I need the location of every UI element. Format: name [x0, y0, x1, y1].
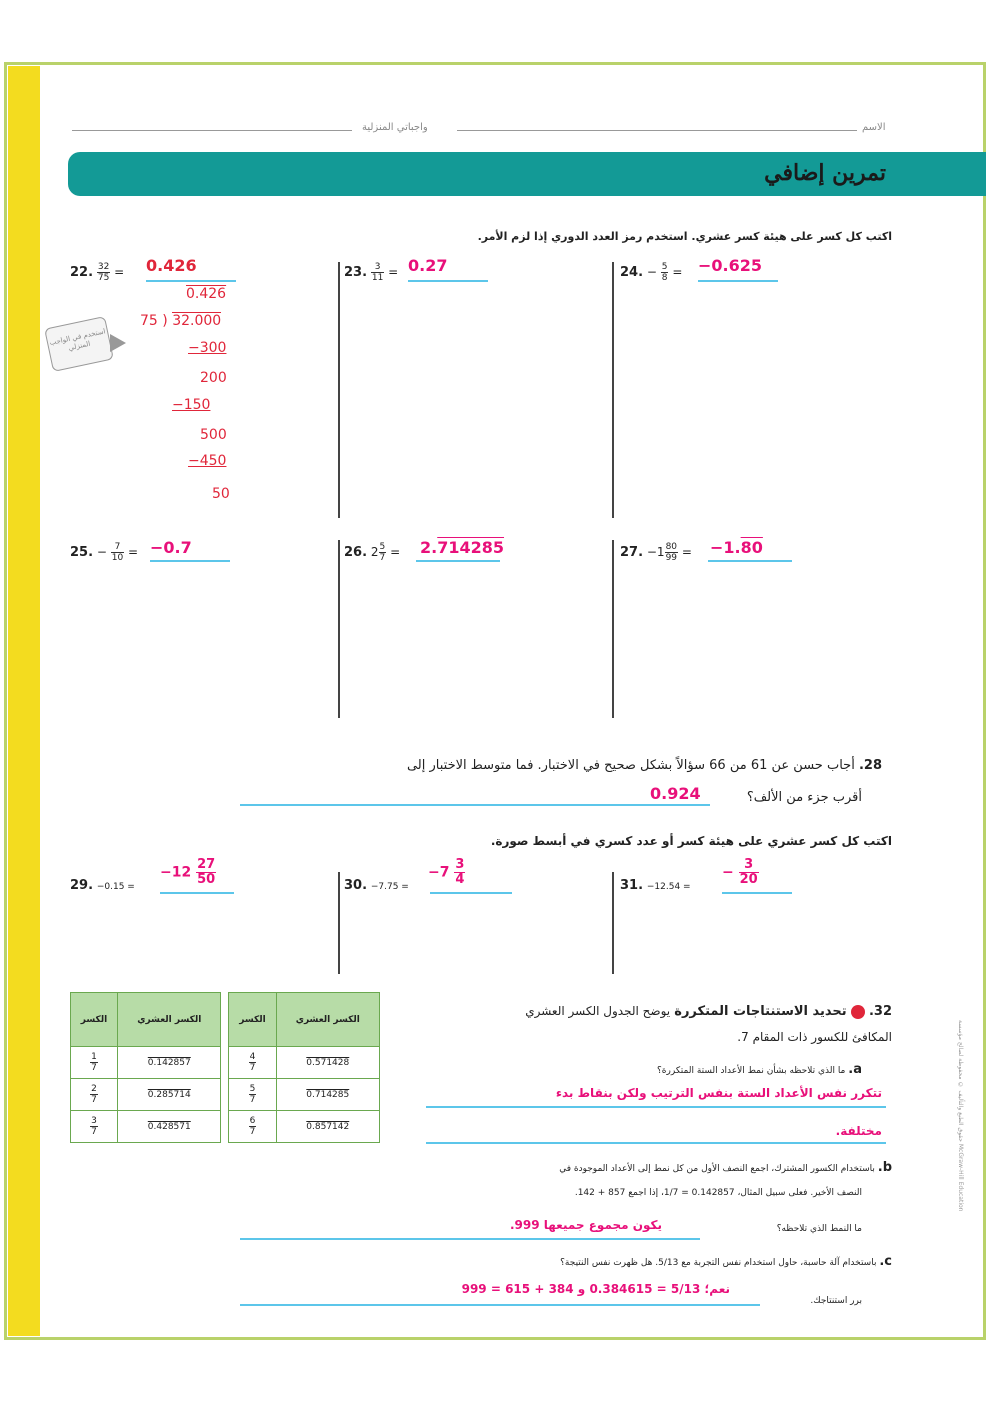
work-line-5: −450	[188, 453, 227, 469]
answer-underline	[722, 892, 792, 894]
page-frame	[4, 62, 986, 1340]
answer-24	[698, 256, 762, 275]
answer-numerator: 3	[739, 858, 759, 873]
equals-sign: =	[388, 265, 399, 279]
answer-value: 0.27	[408, 256, 448, 275]
numerator: 5	[661, 262, 668, 272]
fraction	[249, 1052, 257, 1073]
note-arrow-icon	[110, 334, 126, 352]
equals-sign: =	[114, 265, 125, 279]
part-label: c.	[879, 1254, 892, 1269]
table-cell	[229, 1047, 276, 1079]
fraction	[249, 1116, 257, 1137]
answer-underline	[240, 1238, 700, 1240]
fraction	[90, 1084, 98, 1105]
table-cell	[71, 1047, 118, 1079]
problem-22	[70, 262, 124, 283]
divider	[338, 540, 340, 718]
denominator: 7	[91, 1095, 97, 1105]
problem-32-desc2: المكافئ للكسور ذات المقام 7.	[737, 1030, 892, 1044]
table-cell: 0.285714	[118, 1079, 221, 1111]
table-separator	[221, 1047, 229, 1079]
problem-26	[344, 542, 400, 563]
part-b-question-2: النصف الأخير. فعلى سبيل المثال، 0.142857 = 1/7، إذا اجمع 857 + 142.	[574, 1188, 862, 1198]
table-row	[71, 1047, 380, 1079]
table-header: الكسر	[229, 993, 276, 1047]
numerator: 7	[111, 542, 124, 553]
table-separator	[221, 1079, 229, 1111]
denominator: 7	[249, 1095, 256, 1105]
problem-23	[344, 262, 398, 283]
part-b-question-1	[332, 1160, 892, 1175]
table-cell: 0.571428	[276, 1047, 379, 1079]
part-a-answer-2: مختلفة.	[835, 1124, 882, 1138]
answer-fraction	[739, 858, 759, 887]
denominator: 75	[97, 273, 110, 283]
problem-number: 22.	[70, 265, 94, 280]
equals-sign: =	[672, 265, 683, 279]
denominator: 7	[249, 1063, 256, 1073]
problem-number: 25.	[70, 545, 94, 560]
problem-30	[344, 878, 409, 893]
table-separator	[221, 993, 229, 1047]
numerator: 3	[91, 1116, 97, 1126]
part-c-question-1	[332, 1254, 892, 1269]
answer-repeat: 80	[740, 538, 763, 557]
table-cell	[229, 1079, 276, 1111]
fraction	[90, 1116, 98, 1137]
denominator: 7	[379, 553, 386, 563]
numerator: 2	[91, 1084, 97, 1094]
table-separator	[221, 1111, 229, 1143]
problem-question: −7.75 =	[370, 882, 409, 892]
table-header: الكسر	[71, 993, 118, 1047]
whole-part: −1	[646, 545, 665, 559]
divider	[338, 262, 340, 518]
answer-underline	[240, 804, 710, 806]
divider	[338, 872, 340, 974]
fraction	[111, 542, 124, 563]
numerator: 80	[665, 542, 678, 552]
fraction-decimal-table	[70, 992, 380, 1143]
problem-number: 31.	[620, 878, 644, 893]
title-banner	[68, 152, 986, 196]
problem-29	[70, 878, 135, 893]
answer-22	[146, 256, 197, 275]
part-label: b.	[877, 1160, 892, 1175]
part-question: باستخدام الكسور المشترك، اجمع النصف الأول من كل نمط إلى الأعداد الموجودة في	[559, 1164, 875, 1174]
answer-30	[428, 858, 465, 887]
answer-underline	[416, 560, 500, 562]
problem-number: 27.	[620, 545, 644, 560]
problem-25	[70, 542, 138, 563]
problem-24	[620, 262, 682, 283]
numerator: 4	[249, 1052, 256, 1062]
part-question: باستخدام آلة حاسبة، حاول استخدام نفس التجربة مع 5/13. هل ظهرت نفس النتيجة؟	[560, 1258, 877, 1268]
fraction	[90, 1052, 98, 1073]
answer-value: 0.426	[146, 256, 197, 275]
divider	[612, 872, 614, 974]
work-line-4: 500	[200, 427, 227, 443]
answer-denominator: 20	[739, 872, 758, 887]
answer-fraction	[454, 858, 465, 887]
work-division: 75 ) 32.000	[140, 313, 222, 329]
problem-31	[620, 878, 691, 893]
equals-sign: =	[128, 545, 139, 559]
work-line-3: −150	[172, 397, 211, 413]
table-cell: 0.428571	[118, 1111, 221, 1143]
answer-numerator: 27	[197, 857, 216, 872]
homework-label: واجباتي المنزلية	[362, 122, 428, 133]
divider	[612, 540, 614, 718]
answer-int: 2.	[420, 538, 438, 557]
answer-29	[160, 858, 216, 887]
fraction	[661, 262, 669, 283]
fraction	[379, 542, 387, 563]
answer-numerator: 3	[455, 857, 465, 872]
part-c-question-2: برر استنتاجك.	[810, 1296, 862, 1306]
part-b-question-3: ما النمط الذي تلاحظه؟	[776, 1224, 862, 1234]
part-label: a.	[848, 1062, 862, 1077]
answer-25	[150, 538, 192, 557]
answer-fraction	[196, 858, 216, 887]
work-dividend: 32.000	[172, 313, 222, 329]
denominator: 7	[91, 1063, 97, 1073]
answer-underline	[430, 892, 512, 894]
problem-title: تحديد الاستنتاجات المتكررة	[674, 1004, 847, 1019]
problem-28-line2: أقرب جزء من الألف؟	[746, 790, 862, 805]
part-b-answer: يكون مجموع جميعها 999.	[509, 1218, 662, 1232]
problem-number: 24.	[620, 265, 644, 280]
side-stripe	[8, 66, 40, 1336]
answer-underline	[408, 280, 488, 282]
answer-23	[408, 256, 447, 275]
answer-26	[420, 538, 504, 557]
table-cell	[71, 1111, 118, 1143]
answer-value: −0.7	[150, 538, 192, 557]
answer-whole: −12	[160, 864, 192, 881]
denominator: 8	[661, 273, 668, 283]
problem-text: أجاب حسن عن 61 من 66 سؤالاً بشكل صحيح في الاختبار. فما متوسط الاختبار إلى	[406, 758, 855, 773]
problem-27	[620, 542, 692, 563]
problem-number: 32.	[868, 1004, 892, 1019]
numerator: 1	[91, 1052, 97, 1062]
fraction	[249, 1084, 257, 1105]
work-line-6: 50	[212, 486, 230, 502]
name-line	[72, 120, 892, 140]
answer-repeat: 714285	[437, 538, 505, 557]
problem-number: 29.	[70, 878, 94, 893]
answer-underline	[146, 280, 236, 282]
divider	[612, 262, 614, 518]
sign: −	[96, 545, 107, 559]
fraction	[97, 262, 110, 283]
part-question: ما الذي تلاحظه بشأن نمط الأعداد الستة المتكررة؟	[657, 1066, 846, 1076]
answer-denominator: 4	[455, 872, 465, 887]
problem-number: 26.	[344, 545, 368, 560]
work-divisor: 75	[140, 313, 158, 329]
answer-underline	[160, 892, 234, 894]
homework-note: استخدم في الواجب المنزلي	[44, 316, 114, 372]
whole-part: 2	[370, 545, 379, 559]
answer-27	[710, 538, 763, 557]
problem-28-line1	[162, 758, 882, 773]
problem-number: 23.	[344, 265, 368, 280]
answer-underline	[708, 560, 792, 562]
table-cell: 0.142857	[118, 1047, 221, 1079]
answer-underline	[698, 280, 778, 282]
answer-underline	[426, 1106, 886, 1108]
problem-question: −0.15 =	[96, 882, 135, 892]
table-cell	[229, 1111, 276, 1143]
numerator: 6	[249, 1116, 256, 1126]
problem-question: −12.54 =	[646, 882, 691, 892]
table-header-row	[71, 993, 380, 1047]
denominator: 10	[111, 553, 124, 563]
answer-underline	[150, 560, 230, 562]
answer-whole: −7	[428, 864, 450, 881]
fraction	[665, 542, 678, 563]
numerator: 32	[97, 262, 110, 272]
answer-int: −1.	[710, 538, 741, 557]
answer-value: −0.625	[698, 256, 763, 275]
answer-underline	[426, 1142, 886, 1144]
denominator: 7	[249, 1127, 256, 1137]
problem-number: 28.	[858, 758, 882, 773]
work-quotient: 0.426	[186, 286, 227, 302]
table-row	[71, 1079, 380, 1111]
work-line-1: −300	[188, 340, 227, 356]
equals-sign: =	[681, 545, 692, 559]
problem-number: 30.	[344, 878, 368, 893]
problem-desc-1: يوضح الجدول الكسر العشري	[525, 1004, 671, 1018]
hot-problem-icon	[851, 1005, 865, 1019]
denominator: 11	[371, 273, 384, 283]
part-a-question	[422, 1062, 862, 1077]
answer-28: 0.924	[650, 784, 701, 803]
equals-sign: =	[390, 545, 401, 559]
numerator: 5	[249, 1084, 256, 1094]
table-header: الكسر العشري	[276, 993, 379, 1047]
fraction	[371, 262, 384, 283]
sign: −	[646, 265, 657, 279]
name-rule-right	[457, 130, 857, 131]
table-cell	[71, 1079, 118, 1111]
instruction-2: اكتب كل كسر عشري على هيئة كسر أو عدد كسري في أبسط صورة.	[490, 834, 892, 848]
banner-title: تمرين إضافي	[764, 160, 886, 186]
answer-underline	[240, 1304, 760, 1306]
table-cell: 0.714285	[276, 1079, 379, 1111]
numerator: 5	[379, 542, 386, 552]
name-rule-left	[72, 130, 352, 131]
answer-denominator: 50	[197, 872, 216, 887]
numerator: 3	[371, 262, 384, 273]
table-row	[71, 1111, 380, 1143]
part-c-answer: نعم؛ 5/13 = 0.384615 و 384 + 615 = 999	[461, 1282, 730, 1296]
part-a-answer-1: تتكرر نفس الأعداد الستة بنفس الترتيب ولكن بنقاط بدء	[555, 1086, 882, 1100]
denominator: 99	[665, 553, 678, 563]
table-header: الكسر العشري	[118, 993, 221, 1047]
table-cell: 0.857142	[276, 1111, 379, 1143]
instruction-1: اكتب كل كسر على هيئة كسر عشري. استخدم رمز العدد الدوري إذا لزم الأمر.	[477, 230, 892, 243]
work-line-2: 200	[200, 370, 227, 386]
answer-31	[722, 858, 759, 887]
denominator: 7	[91, 1127, 97, 1137]
problem-32-title	[392, 1004, 892, 1019]
copyright-side-text: حقوق الطبع والتأليف © محفوظة لصالح مؤسسة McGraw-Hill Education	[957, 1020, 964, 1212]
answer-whole: −	[722, 864, 734, 881]
name-label: الاسم	[862, 122, 886, 133]
